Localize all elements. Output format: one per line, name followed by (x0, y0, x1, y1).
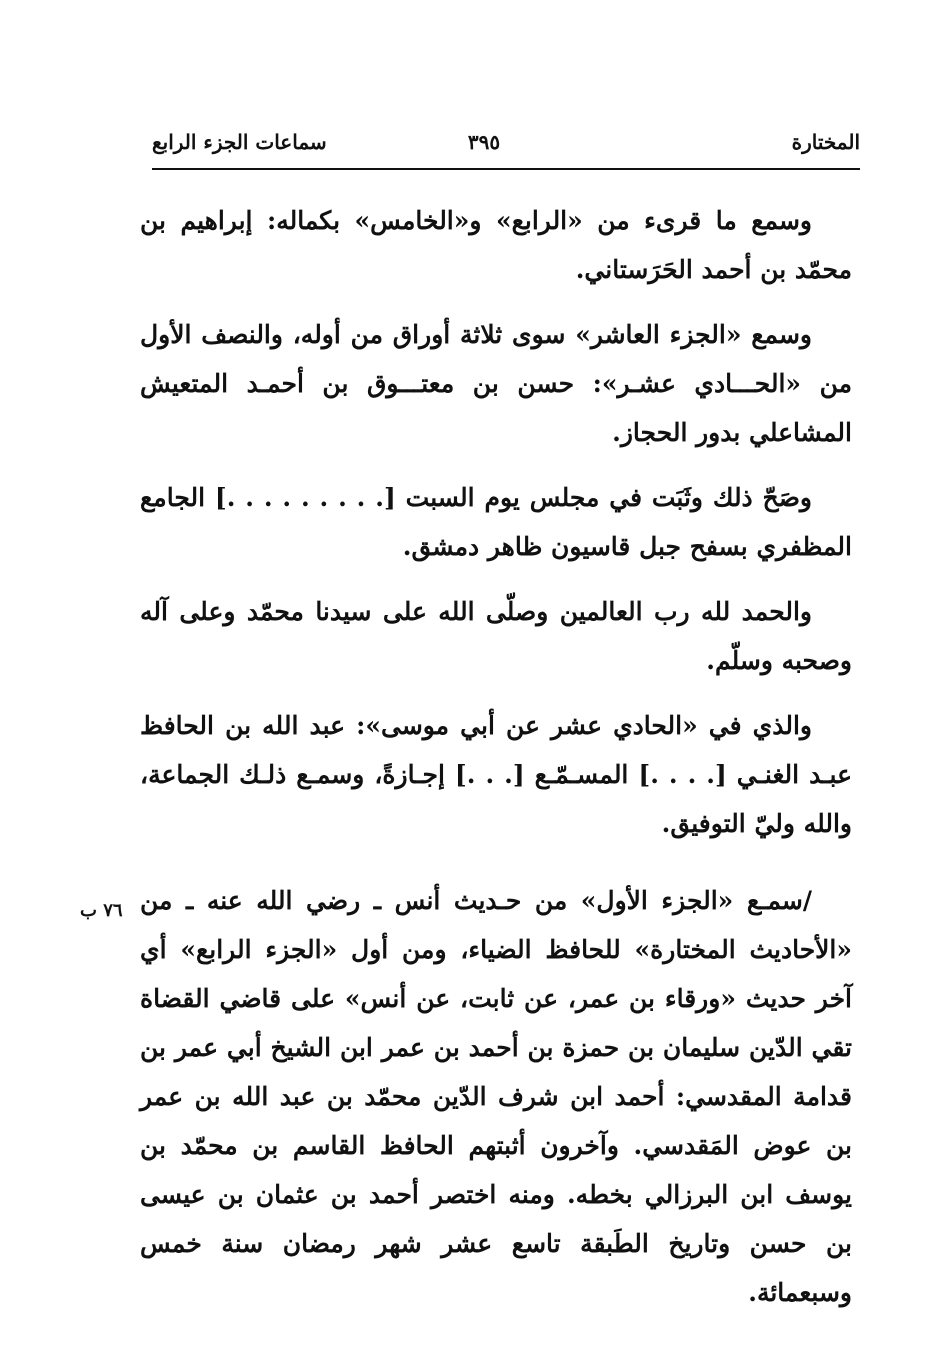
header-rule (152, 168, 860, 170)
paragraph: والذي في «الحادي عشر عن أبي موسى»: عبد الله بن الحافظ عبـد الغنـي [. . . .] المسـمّـع [. . .] إجـازةً، وسمـع ذلـك الجماعة، والله وليّ التوفيق. (140, 711, 852, 838)
page-number: ٣٩٥ (467, 130, 501, 154)
paragraph: وسمع «الجزء العاشر» سوى ثلاثة أوراق من أوله، والنصف الأول من «الحـــادي عشـر»: حسن بن معتـــوق بن أحمـد المتعيش المشاعلي بدور الحجاز. (140, 320, 852, 447)
body-text (140, 196, 852, 1333)
paragraph: والحمد لله رب العالمين وصلّى الله على سيدنا محمّد وعلى آله وصحبه وسلّم. (140, 597, 852, 675)
paragraph: وسمع ما قرىء من «الرابع» و«الخامس» بكماله: إبراهيم بن محمّد بن أحمد الحَرَستاني. (140, 206, 852, 284)
running-header (152, 126, 860, 166)
header-book-title: المختارة (791, 130, 860, 154)
header-section-title: سماعات الجزء الرابع (152, 130, 327, 154)
manuscript-folio-note: ٧٦ ب (80, 900, 123, 921)
paragraph: /سمـع «الجزء الأول» من حـديث أنس ـ رضي الله عنه ـ من «الأحاديث المختارة» للحافظ الضياء، ومن أول «الجزء الرابع» أي آخر حديث «ورقاء بن عمر، عن ثابت، عن أنس» على قاضي القضاة تقي الدّين سليمان بن حمزة بن أحمد بن عمر ابن الشيخ أبي عمر بن قدامة المقدسي: أحمد ابن شرف الدّين محمّد بن عبد الله بن عمر بن عوض المَقدسي. وآخرون أثبتهم الحافظ القاسم بن محمّد بن يوسف ابن البرزالي بخطه. ومنه اختصر أحمد بن عثمان بن عيسى بن حسن وتاريخ الطَبقة تاسع عشر شهر رمضان سنة خمس وسبعمائة. (140, 886, 852, 1307)
paragraph: وصَحّ ذلك وثَبَت في مجلس يوم السبت [. . . . . . . . .] الجامع المظفري بسفح جبل قاسيون ظاهر دمشق. (140, 483, 852, 561)
